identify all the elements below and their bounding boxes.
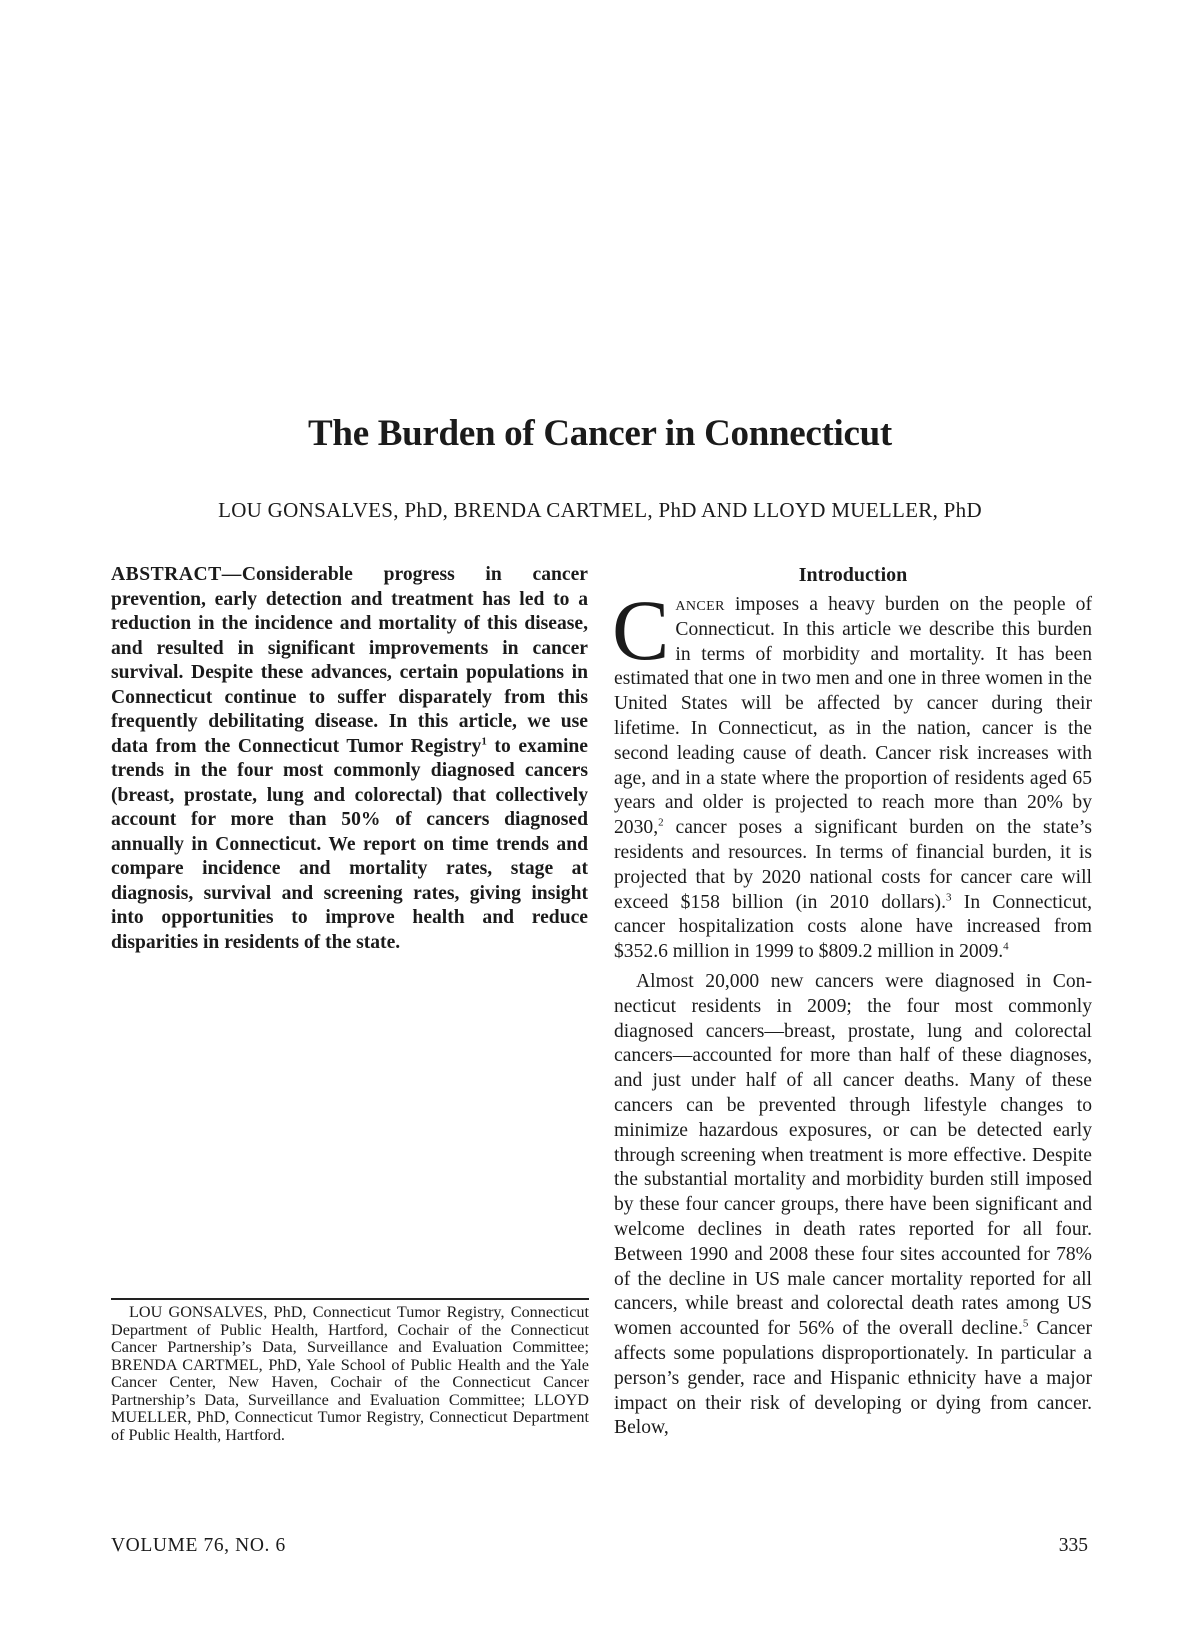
left-column [111,563,588,955]
intro-paragraph-1 [612,582,1092,965]
intro-paragraph-2 [614,970,1092,1441]
abstract-text: Considerable progress in cancer prevention, early detection and treatment has led to a reduction in the incidence and mortality of this disease, and resulted in significant improvements in cancer survival. Despite these advances, certain populations in Connecticut continue to suffer disparately from this frequently debilitating disease. In this article, we use data from the Connecticut Tumor Registry [111,564,588,757]
page-number: 335 [1058,1535,1088,1556]
right-column [614,563,1092,1441]
article-title: The Burden of Cancer in Connecticut [308,413,892,454]
abstract [111,563,588,955]
intro-text-2a: Almost 20,000 new cancers were diagnosed in Connecticut residents in 2009; the four most commonly diagnosed cancers—breast, prostate, lung and colorectal cancers—accounted for more than half of these diagnoses, and just under half of all cancer deaths. Many of these cancers can be prevented through lifestyle changes to minimize hazardous exposures, or can be detected early through screening when treatment is more effective. Despite the substantial mortality and morbidity burden still imposed by these four cancer groups, there have been significant and welcome declines in death rates reported for all four. Between 1990 and 2008 these four sites accounted for 78% of the decline in US male cancer mortality reported for all cancers, while breast and colorectal death rates among US women accounted for 56% of the overall decline. [614,970,1092,1340]
reference-1: 1 [481,734,487,747]
section-heading-introduction: Introduction [798,564,908,586]
drop-cap: C [612,582,670,678]
abstract-text-2: to examine trends in the four most commonly diagnosed cancers (breast, prostate, lung and colorectal) that collectively account for more than 50% of cancers diagnosed annually in Connecticut. We report on time trends and compare incidence and mortality rates, stage at diagnosis, survival and screening rates, giving insight into opportunities to improve health and reduce disparities in residents of the state. [111,735,588,953]
intro-text-1a: imposes a heavy burden on the people of Connecticut. In this article we describe this burden in terms of morbidity and mortality. It has been estimated that one in two men and one in three women in the United States will be affected by cancer during their lifetime. In Connecticut, as in the nation, cancer is the second leading cause of death. Cancer risk increases with age, and in a state where the proportion of residents aged 65 years and older is projected to reach more than 20% by 2030, [614,594,1092,839]
reference-3: 3 [945,891,952,904]
abstract-lead: ABSTRACT— [111,564,242,585]
author-affiliations-footnote: LOU GONSALVES, PhD, Connecticut Tumor Registry, Connecticut Department of Public Health, Hartford, Cochair of the Connecticut Cancer Partnership’s Data, Surveillance and Evaluation Committee; BRENDA CARTMEL, PhD, Yale School of Public Health and the Yale Cancer Center, New Haven, Cochair of the Connecticut Cancer Partnership’s Data, Surveillance and Evaluation Committee; LLOYD MUELLER, PhD, Connecticut Tumor Registry, Connecticut Department of Public Health, Hartford. [111,1303,589,1444]
reference-5: 5 [1022,1317,1029,1330]
intro-text-1b: cancer poses a significant burden on the state’s residents and resources. In terms of financial burden, it is projected that by 2020 national costs for cancer care will exceed $158 billion (in 2010 dollars). [614,817,1092,913]
reference-4: 4 [1003,940,1009,953]
journal-volume: VOLUME 76, NO. 6 [111,1535,286,1556]
footnote-divider [111,1298,589,1300]
reference-2: 2 [658,816,664,829]
intro-text-1c: In Connecticut, cancer hospitalization costs alone have increased from $352.6 million in 1999 to $809.2 million in 2009. [614,891,1092,963]
author-line: LOU GONSALVES, PhD, BRENDA CARTMEL, PhD AND LLOYD MUELLER, PhD [218,498,982,522]
intro-text-2b: Cancer affects some populations disproportionately. In particular a person’s gender, race and Hispanic ethnicity have a major impact on their risk of developing or dying from cancer. Below, [614,1318,1092,1439]
smallcaps-lead: ancer [675,594,725,615]
